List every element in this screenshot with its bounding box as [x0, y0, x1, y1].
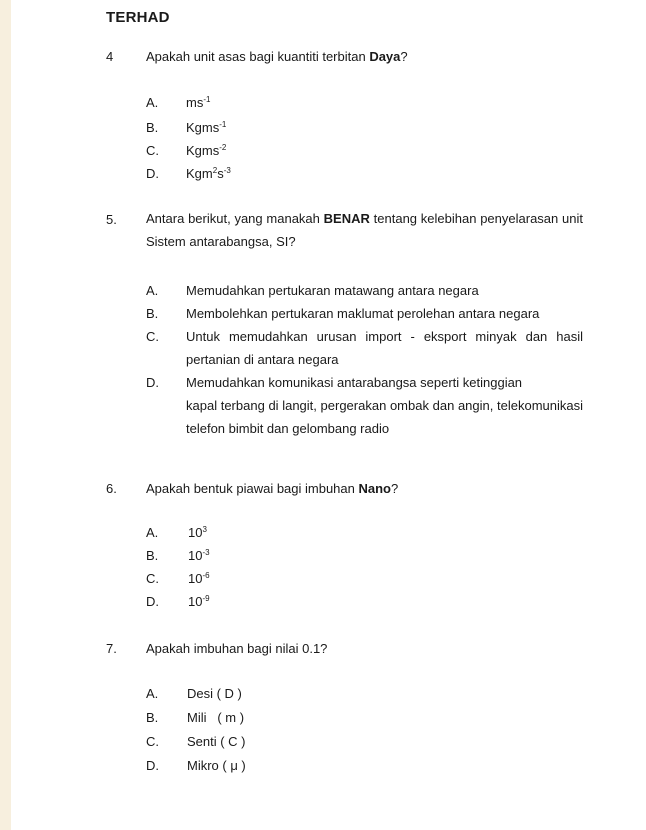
- question-number: 7.: [106, 641, 117, 656]
- option-letter: C.: [146, 329, 159, 344]
- classification-header: TERHAD: [106, 9, 170, 26]
- question-number: 5.: [106, 212, 117, 227]
- option-d[interactable]: Mikro ( μ ): [187, 758, 246, 773]
- question-text: Apakah bentuk piawai bagi imbuhan Nano?: [146, 481, 399, 496]
- option-c[interactable]: Kgms$^{-2}$: [186, 143, 227, 158]
- option-letter: B.: [146, 710, 159, 725]
- option-c[interactable]: Untuk memudahkan urusan import - eksport minyak dan hasil pertanian di antara negara: [186, 329, 583, 367]
- option-a[interactable]: $ms^{-1}$: [186, 95, 211, 110]
- question-number: 6.: [106, 481, 117, 496]
- option-letter: D.: [146, 166, 159, 181]
- option-b[interactable]: Mili ( m ): [187, 710, 245, 725]
- option-c[interactable]: $10^{-6}$: [188, 571, 210, 586]
- option-d-continuation: kapal terbang di langit, pergerakan ombak dan angin, telekomunikasi telefon bimbit dan gelombang radio: [186, 398, 583, 436]
- option-letter: C.: [146, 143, 159, 158]
- option-letter: D.: [146, 594, 159, 609]
- option-b[interactable]: Kgms$^{-1}$: [186, 120, 227, 135]
- option-b[interactable]: $10^{-3}$: [188, 548, 210, 563]
- question-text: Apakah unit asas bagi kuantiti terbitan Daya?: [146, 49, 408, 64]
- option-c[interactable]: Senti ( C ): [187, 734, 246, 749]
- question-text: Apakah imbuhan bagi nilai 0.1?: [146, 641, 328, 656]
- question-number: 4: [106, 49, 114, 64]
- option-letter: A.: [146, 525, 159, 540]
- option-letter: B.: [146, 548, 159, 563]
- option-letter: B.: [146, 306, 159, 321]
- option-d[interactable]: [186, 371, 583, 440]
- option-letter: A.: [146, 686, 159, 701]
- option-letter: D.: [146, 375, 159, 390]
- option-b[interactable]: Membolehkan pertukaran maklumat perolehan antara negara: [186, 306, 540, 321]
- page-edge-strip: [0, 0, 11, 830]
- option-letter: A.: [146, 95, 159, 110]
- option-letter: A.: [146, 283, 159, 298]
- option-letter: D.: [146, 758, 159, 773]
- option-a[interactable]: Memudahkan pertukaran matawang antara negara: [186, 283, 479, 298]
- question-text: Antara berikut, yang manakah BENAR tentang kelebihan penyelarasan unit Sistem antarabangsa, SI?: [146, 211, 583, 249]
- option-a[interactable]: $10^3$: [188, 525, 207, 540]
- option-a[interactable]: Desi ( D ): [187, 686, 242, 701]
- option-d[interactable]: $10^{-9}$: [188, 594, 210, 609]
- option-d[interactable]: $Kgm^2s^{-3}$: [186, 166, 231, 181]
- option-d-line-1: Memudahkan komunikasi antarabangsa seperti ketinggian: [186, 375, 523, 390]
- option-letter: C.: [146, 734, 159, 749]
- option-letter: C.: [146, 571, 159, 586]
- option-letter: B.: [146, 120, 159, 135]
